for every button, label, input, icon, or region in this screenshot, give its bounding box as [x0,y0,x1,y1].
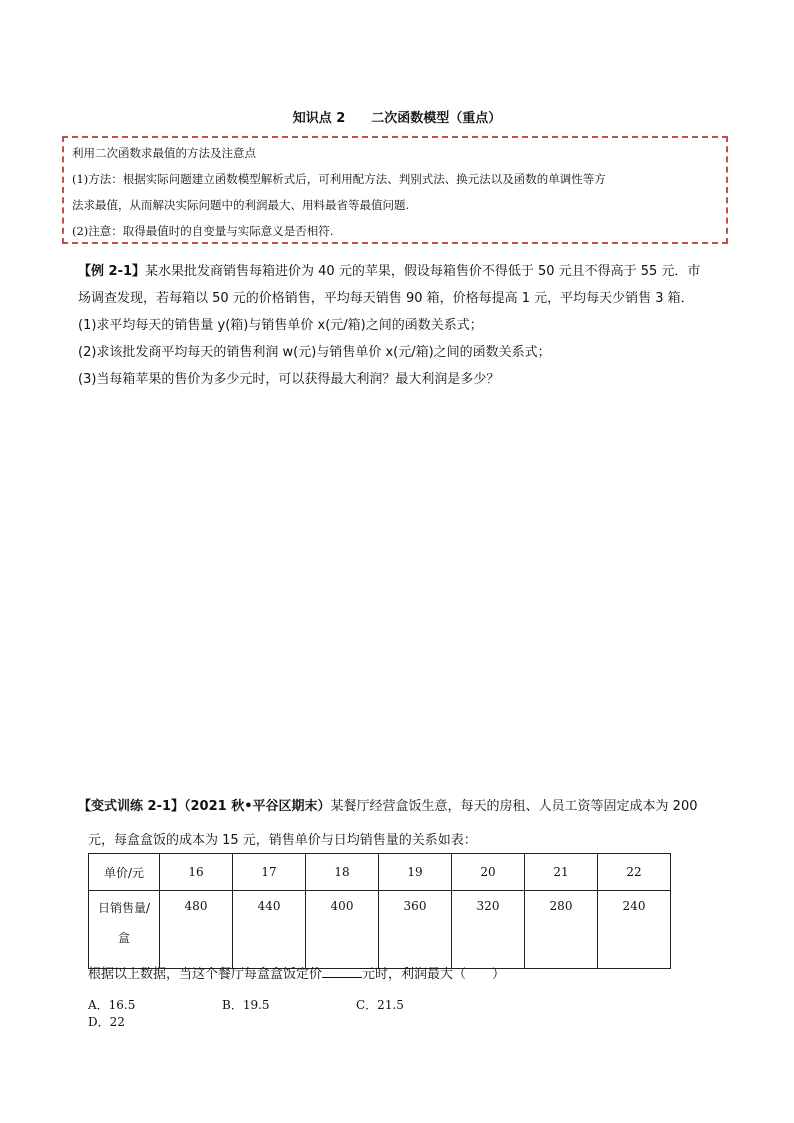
price-sales-table [88,853,671,969]
table-row [89,854,671,891]
row-header-sales [89,891,160,969]
method-note-box [62,136,728,244]
note-title: 利用二次函数求最值的方法及注意点 [72,146,256,160]
table-cell: 17 [233,854,306,891]
table-cell: 19 [379,854,452,891]
variant-tag: 【变式训练 2-1】 [78,799,185,814]
table-row [89,891,671,969]
answer-choices [88,996,588,1030]
table-cell: 20 [452,854,525,891]
note-line-2: 法求最值，从而解决实际问题中的利润最大、用料最省等最值问题. [72,198,410,212]
row-header-price: 单价/元 [89,854,160,891]
variant-text-2: 元，每盒盒饭的成本为 15 元，销售单价与日均销售量的关系如表： [88,833,477,848]
table-cell: 280 [525,891,598,969]
table-cell: 320 [452,891,525,969]
heading-title: 二次函数模型（重点） [371,111,502,126]
table-cell: 18 [306,854,379,891]
variant-text-1: 某餐厅经营盒饭生意，每天的房租、人员工资等固定成本为 200 [330,799,698,814]
variant-problem [78,790,738,858]
choice-b: B．19.5 [222,998,270,1012]
table-cell: 240 [598,891,671,969]
example-problem [78,258,738,393]
example-question-1: (1)求平均每天的销售量 y(箱)与销售单价 x(元/箱)之间的函数关系式； [78,318,483,333]
table-cell: 16 [160,854,233,891]
answer-blank [322,965,362,978]
note-line-3: (2)注意：取得最值时的自变量与实际意义是否相符. [72,224,334,238]
example-question-2: (2)求该批发商平均每天的销售利润 w(元)与销售单价 x(元/箱)之间的函数关系式； [78,345,551,360]
question-after: 元时，利润最大（ ） [362,967,506,982]
example-text-1: 某水果批发商销售每箱进价为 40 元的苹果，假设每箱售价不得低于 50 元且不得高于 55 元．市 [145,264,701,279]
example-tag: 【例 2-1】 [78,264,146,279]
table-cell: 480 [160,891,233,969]
example-text-2: 场调查发现，若每箱以 50 元的价格销售，平均每天销售 90 箱，价格每提高 1 元，平均每天少销售 3 箱． [78,291,694,306]
section-heading [0,107,794,126]
choice-c: C．21.5 [356,998,404,1012]
table-cell: 440 [233,891,306,969]
table-cell: 22 [598,854,671,891]
heading-label: 知识点 2 [292,111,346,126]
table-cell: 360 [379,891,452,969]
table-cell: 400 [306,891,379,969]
choice-d: D．22 [88,1015,125,1029]
row-header-sales-a: 日销售量/ [97,901,151,915]
variant-question [88,963,505,982]
choice-a: A．16.5 [88,998,136,1012]
question-before: 根据以上数据，当这个餐厅每盒盒饭定价 [88,967,323,982]
variant-source: （2021 秋•平谷区期末） [184,799,331,814]
table-cell: 21 [525,854,598,891]
row-header-sales-b: 盒 [117,931,130,945]
example-question-3: (3)当每箱苹果的售价为多少元时，可以获得最大利润？最大利润是多少？ [78,372,500,387]
note-line-1: (1)方法：根据实际问题建立函数模型解析式后，可利用配方法、判别式法、换元法以及函数的单调性等方 [72,172,606,186]
